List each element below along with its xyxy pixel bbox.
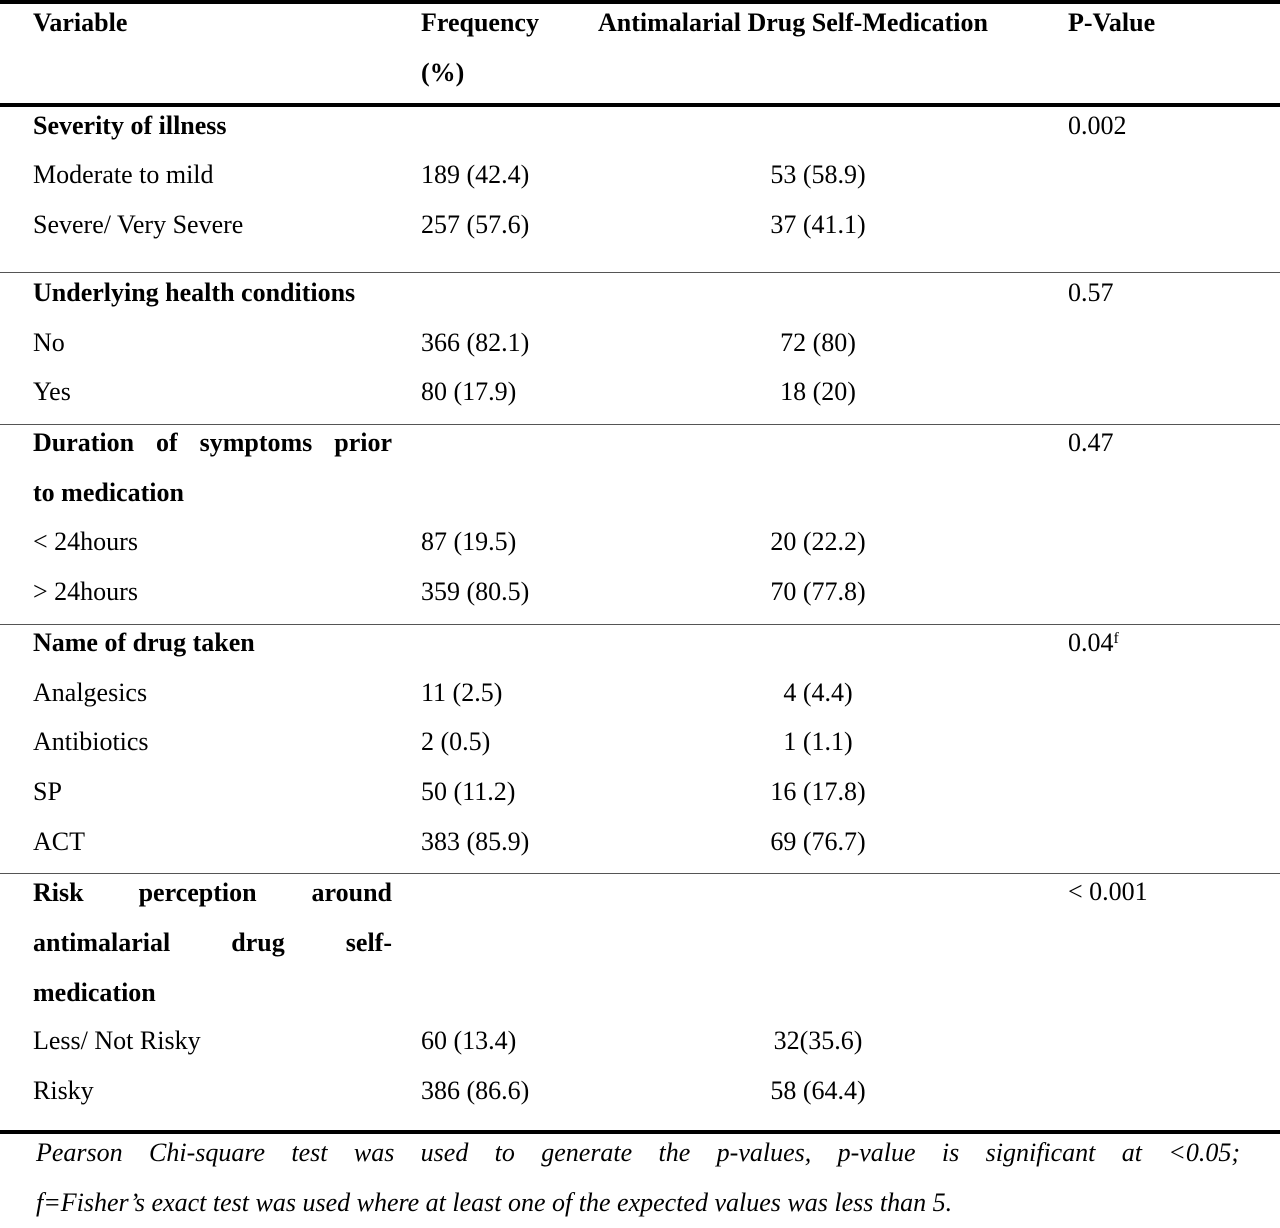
row-self-medication: 4 (4.4) [783,678,853,707]
row-self-medication: 69 (76.7) [770,827,866,856]
group-pvalue: 0.47 [1068,428,1114,457]
row-label: Yes [33,377,71,406]
header-pvalue: P-Value [1068,8,1156,37]
fisher-superscript: f [1113,630,1119,647]
row-frequency: 257 (57.6) [421,210,530,239]
group-title: Risk perception around antimalarial drug self- medication [33,878,392,1007]
row-self-medication: 72 (80) [780,328,856,357]
row-frequency: 383 (85.9) [421,827,530,856]
row-label: Less/ Not Risky [33,1026,201,1055]
row-frequency: 386 (86.6) [421,1076,530,1105]
table-top-rule [0,0,1280,4]
group-pvalue: < 0.001 [1068,877,1148,906]
group-divider [0,624,1280,625]
group-title: Name of drug taken [33,628,255,657]
row-self-medication: 1 (1.1) [783,727,853,756]
group-pvalue: 0.57 [1068,278,1114,307]
header-bottom-rule [0,103,1280,107]
group-title: Duration of symptoms prior to medication [33,428,392,507]
row-self-medication: 70 (77.8) [770,577,866,606]
row-label: < 24hours [33,527,138,556]
row-self-medication: 18 (20) [780,377,856,406]
row-label: Risky [33,1076,94,1105]
header-frequency-unit: (%) [421,58,465,87]
row-self-medication: 16 (17.8) [770,777,866,806]
row-self-medication: 20 (22.2) [770,527,866,556]
row-label: Antibiotics [33,727,149,756]
group-divider [0,272,1280,273]
row-label: Moderate to mild [33,160,214,189]
row-label: > 24hours [33,577,138,606]
header-frequency: Frequency [421,8,539,37]
row-frequency: 11 (2.5) [421,678,503,707]
header-self-medication: Antimalarial Drug Self-Medication [598,8,988,37]
row-label: No [33,328,65,357]
table-footnote: Pearson Chi-square test was used to generate the p-values, p-value is significant at <0.05; f=Fisher’s exact test was used where at least one of the expected values was less than 5. [36,1138,1240,1217]
row-frequency: 189 (42.4) [421,160,530,189]
row-self-medication: 53 (58.9) [770,160,866,189]
group-pvalue: 0.002 [1068,111,1127,140]
row-self-medication: 58 (64.4) [770,1076,866,1105]
row-self-medication: 32(35.6) [773,1026,863,1055]
row-frequency: 87 (19.5) [421,527,517,556]
row-label: ACT [33,827,85,856]
row-label: Analgesics [33,678,148,707]
row-frequency: 80 (17.9) [421,377,517,406]
row-label: SP [33,777,62,806]
row-frequency: 366 (82.1) [421,328,530,357]
row-frequency: 2 (0.5) [421,727,491,756]
row-frequency: 359 (80.5) [421,577,530,606]
header-variable: Variable [33,8,128,37]
group-title: Underlying health conditions [33,278,356,307]
row-frequency: 50 (11.2) [421,777,516,806]
row-label: Severe/ Very Severe [33,210,244,239]
row-frequency: 60 (13.4) [421,1026,517,1055]
group-title: Severity of illness [33,111,227,140]
row-self-medication: 37 (41.1) [770,210,866,239]
group-pvalue: 0.04$^f$ [1068,628,1119,657]
